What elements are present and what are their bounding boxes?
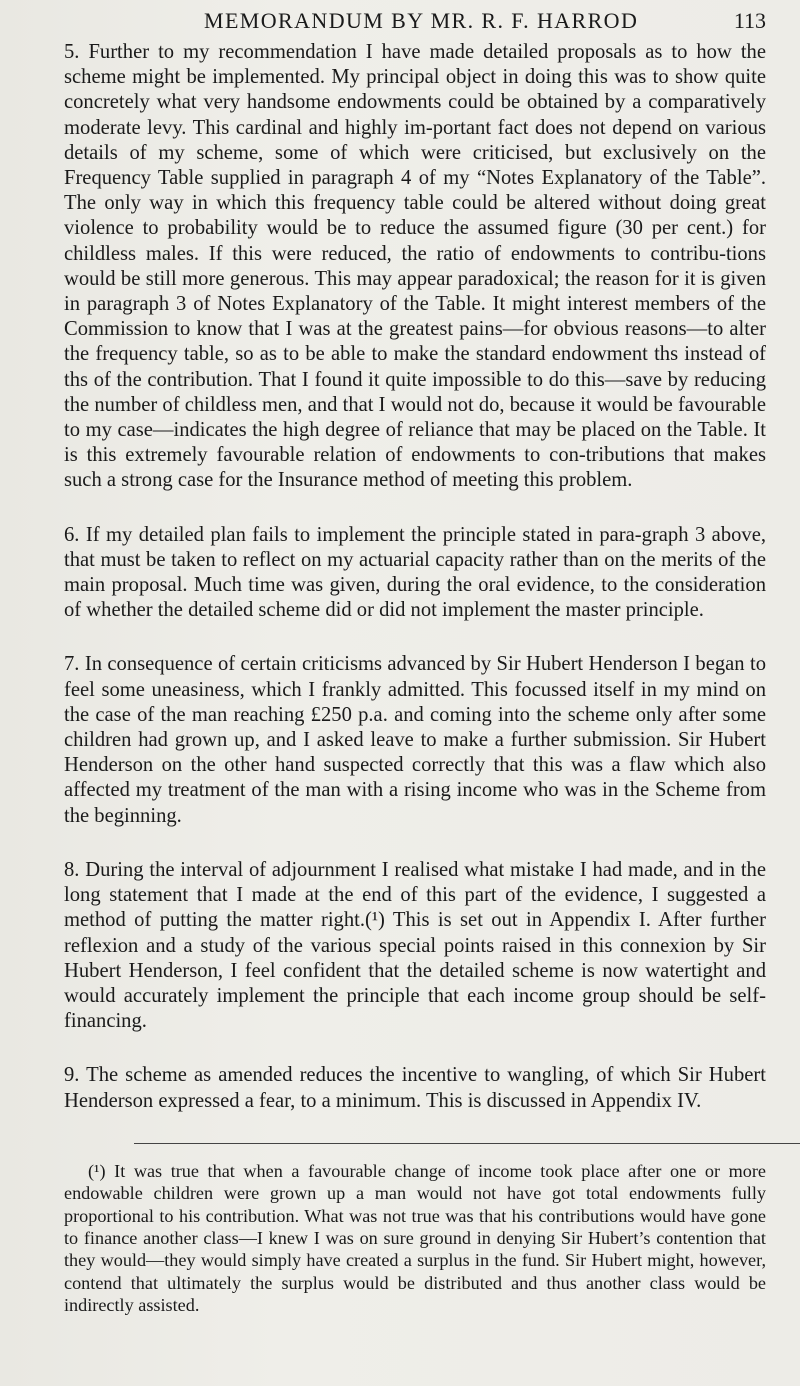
paragraph-6: 6. If my detailed plan fails to implement the principle stated in para-graph 3 above, that must be taken to reflect on my actuarial capacity rather than on the merits of the main proposal. Much time was given, during the oral evidence, to the consideration of whether the detailed scheme did or did not implement the master principle. [64,523,766,622]
paragraph-5: 5. Further to my recommendation I have made detailed proposals as to how the scheme might be implemented. My principal object in doing this was to show quite concretely what very handsome endowments could be obtained by a comparatively moderate levy. This cardinal and highly im-portant fact does not depend on various details of my scheme, some of which were criticised, but exclusively on the Frequency Table supplied in paragraph 4 of my “Notes Explanatory of the Table”. The only way in which this frequency table could be altered without doing great violence to probability would be to reduce the assumed figure (30 per cent.) for childless males. If this were reduced, the ratio of endowments to contribu-tions would be still more generous. This may appear paradoxical; the reason for it is given in paragraph 3 of Notes Explanatory of the Table. It might interest members of the Commission to know that I was at the greatest pains—for obvious reasons—to alter the frequency table, so as to be able to make the standard endowment ths instead of ths of the contribution. That I found it quite impossible to do this—save by reducing the number of childless men, and that I would not do, because it would be favourable to my case—indicates the high degree of reliance that may be placed on the Table. It is this extremely favourable relation of endowments to con-tributions that makes such a strong case for the Insurance method of meeting this problem. [64,41,766,492]
running-header [64,6,766,36]
running-title: MEMORANDUM BY MR. R. F. HARROD [204,8,639,33]
paragraph-9: 9. The scheme as amended reduces the incentive to wangling, of which Sir Hubert Henderson expressed a fear, to a minimum. This is discussed in Appendix IV. [64,1064,766,1112]
page-number: 113 [733,8,766,33]
paragraph-7: 7. In consequence of certain criticisms advanced by Sir Hubert Henderson I began to feel some uneasiness, which I frankly admitted. This focussed itself in my mind on the case of the man reaching £250 p.a. and coming into the scheme only after some children had grown up, and I asked leave to make a further submission. Sir Hubert Henderson on the other hand suspected correctly that this was a flaw which also affected my treatment of the man with a rising income who was in the Scheme from the beginning. [64,653,766,827]
footnote-divider [134,1143,800,1144]
paragraph-8: 8. During the interval of adjournment I realised what mistake I had made, and in the long statement that I made at the end of this part of the evidence, I suggested a method of putting the matter right.(¹) This is set out in Appendix I. After further reflexion and a study of the various special points raised in this connexion by Sir Hubert Henderson, I feel confident that the detailed scheme is now watertight and would accurately implement the principle that each income group should be self-financing. [64,858,766,1033]
footnote: (¹) It was true that when a favourable change of income took place after one or more endowable children were grown up a man would not have got total endowments fully proportional to his contribution. What was not true was that his contributions would have gone to finance another class—I knew I was on sure ground in denying Sir Hubert’s contention that they would—they would simply have created a surplus in the fund. Sir Hubert might, however, contend that ultimately the surplus would be distributed and thus another class would be indirectly assisted. [64,1160,766,1316]
